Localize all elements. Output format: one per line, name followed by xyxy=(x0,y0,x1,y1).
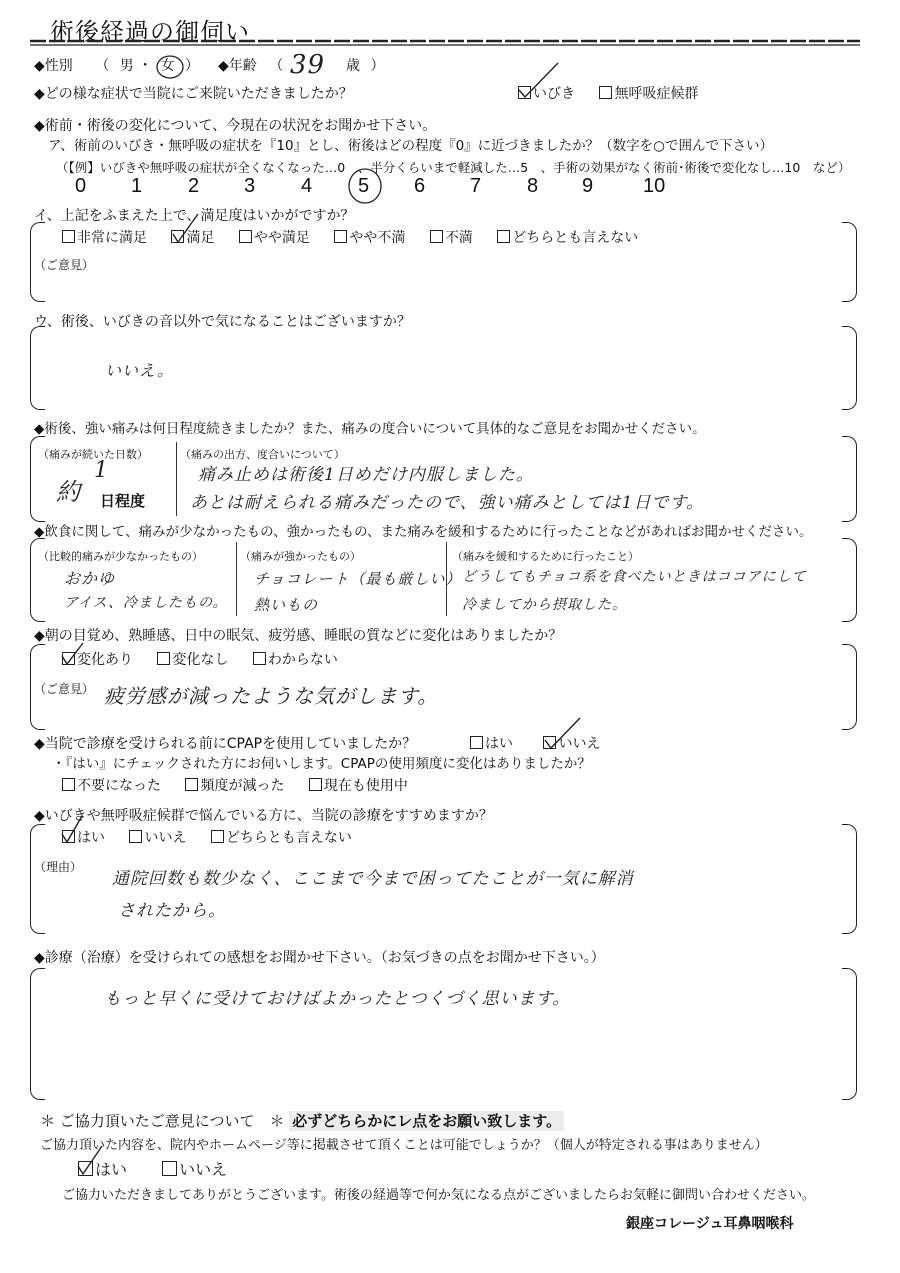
cpap-less-frequent-checkbox[interactable]: 頻度が減った xyxy=(185,778,284,794)
food-title: ◆飲食に関して、痛みが少なかったもの、強かったもの、また痛みを緩和するために行ったことなどがあればお聞かせください。 xyxy=(34,524,813,540)
pain-days-label: （痛みが続いた日数） xyxy=(38,448,148,461)
footer-question: ご協力頂いた内容を、院内やホームページ等に掲載させて頂くことは可能でしょうか？（個人が特定される事はありません） xyxy=(40,1138,768,1153)
food-col3-line1[interactable]: どうしてもチョコ系を食べたいときはココアにして xyxy=(462,569,807,585)
publish-no-checkbox[interactable]: いいえ xyxy=(162,1160,227,1179)
food-col2-label: （痛みが強かったもの） xyxy=(240,550,361,563)
pain-box-right xyxy=(842,436,857,522)
other-box-left xyxy=(30,326,45,410)
impression-title: ◆診療（治療）を受けられての感想をお聞かせ下さい。（お気づきの点をお聞かせ下さい。） xyxy=(34,950,605,966)
cpap-title: ◆当院で診療を受けられる前にCPAPを使用していましたか？ xyxy=(34,736,417,752)
symptom-question: ◆どの様な症状で当院にご来院いただきましたか？ xyxy=(34,86,353,102)
pain-days-prefix: 約 xyxy=(56,478,81,506)
food-col3-label: （痛みを緩和するために行ったこと） xyxy=(452,550,639,563)
impression-answer[interactable]: もっと早くに受けておけばよかったとつくづく思います。 xyxy=(104,989,571,1009)
page-title: 術後経過の御伺い xyxy=(50,18,250,46)
other-box-right xyxy=(842,326,857,410)
cpap-sub-question: ・『はい』にチェックされた方にお伺いします。CPAPの使用頻度に変化はありましたか？ xyxy=(52,756,591,772)
pain-degree-label: （痛みの出方、度合いについて） xyxy=(180,448,345,461)
sleep-unchanged-checkbox[interactable]: 変化なし xyxy=(157,652,228,668)
footer-thanks: ご協力いただきましてありがとうございます。術後の経過等で何か気になる点がございましたらお気軽に御問い合わせください。 xyxy=(62,1188,815,1203)
sleep-options xyxy=(62,652,338,669)
recommend-reason-label: （理由） xyxy=(34,860,83,874)
scale-0[interactable]: 0 xyxy=(75,175,87,197)
scale-6[interactable]: 6 xyxy=(414,175,426,197)
age-value[interactable]: 39 xyxy=(290,50,326,80)
cpap-not-needed-checkbox[interactable]: 不要になった xyxy=(62,778,161,794)
recommend-reason-1[interactable]: 通院回数も数少なく、ここまで今まで困ってたことが一気に解消 xyxy=(112,869,634,889)
symptom-snore-checkbox[interactable]: いびき xyxy=(518,86,575,102)
satisfaction-neutral[interactable]: どちらとも言えない xyxy=(497,230,638,246)
food-col3-line2[interactable]: 冷ましてから摂取した。 xyxy=(462,597,627,613)
satisfaction-very-satisfied[interactable]: 非常に満足 xyxy=(62,230,147,246)
food-divider-1 xyxy=(236,542,237,616)
symptom-options xyxy=(518,86,698,103)
symptom-apnea-checkbox[interactable]: 無呼吸症候群 xyxy=(599,86,698,102)
change-question: ア、術前のいびき・無呼吸の症状を『10』とし、術後はどの程度『0』に近づきましたか？（数字を○で囲んで下さい） xyxy=(48,138,773,154)
sleep-box-right xyxy=(842,644,857,730)
scale-2[interactable]: 2 xyxy=(188,175,200,197)
scale-10[interactable]: 10 xyxy=(643,175,666,197)
change-section-title: ◆術前・術後の変化について、今現在の状況をお聞かせ下さい。 xyxy=(34,118,437,134)
satisfaction-somewhat-satisfied[interactable]: やや満足 xyxy=(239,230,310,246)
satisfaction-opinion-label: （ご意見） xyxy=(34,258,95,272)
sex-row: ◆性別 （ 男 ・ 女 ） xyxy=(34,58,200,74)
change-example: （【例】いびきや無呼吸の症状が全くなくなった…0 、半分くらいまで軽減した…5 、手術の効果がなく術前･術後で変化なし…10 など） xyxy=(56,160,851,175)
scale-9[interactable]: 9 xyxy=(582,175,594,197)
pain-column-divider xyxy=(176,442,177,516)
pain-days-unit: 日程度 xyxy=(100,492,146,510)
cpap-sub-options xyxy=(62,778,408,795)
satisfaction-title: イ、上記をふまえた上で、満足度はいかがですか？ xyxy=(34,208,355,224)
cpap-still-using-checkbox[interactable]: 現在も使用中 xyxy=(309,778,408,794)
scale-7[interactable]: 7 xyxy=(470,175,482,197)
satisfaction-options xyxy=(62,230,638,247)
food-col2-line2[interactable]: 熱いもの xyxy=(254,596,319,614)
food-col2-line1[interactable]: チョコレート（最も厳しい） xyxy=(254,570,462,588)
cpap-no-checkbox[interactable]: いいえ xyxy=(543,736,600,752)
sleep-opinion-label: （ご意見） xyxy=(34,682,95,696)
age-unit: 歳 xyxy=(346,58,360,74)
scale-5[interactable]: 5 xyxy=(358,175,370,197)
scale-3[interactable]: 3 xyxy=(244,175,256,197)
food-col1-line1[interactable]: おかゆ xyxy=(64,569,116,588)
title-rule xyxy=(0,36,900,50)
age-row: ◆年齢 （ xyxy=(218,58,284,74)
recommend-reason-2[interactable]: されたから。 xyxy=(118,901,226,921)
food-col1-line2[interactable]: アイス、冷ましたもの。 xyxy=(64,595,228,611)
food-col1-label: （比較的痛みが少なかったもの） xyxy=(38,550,203,563)
sex-label: ◆性別 xyxy=(34,58,73,74)
pain-title: ◆術後、強い痛みは何日程度続きましたか？また、痛みの度合いについて具体的なご意見をお聞かせください。 xyxy=(34,421,706,437)
sleep-unknown-checkbox[interactable]: わからない xyxy=(253,652,338,668)
sex-option-female[interactable]: 女 xyxy=(160,58,175,74)
recommend-box-right xyxy=(842,824,857,934)
publish-yes-checkbox[interactable]: はい xyxy=(78,1160,127,1179)
recommend-neutral-checkbox[interactable]: どちらとも言えない xyxy=(211,830,352,846)
sleep-title: ◆朝の目覚め、熟睡感、日中の眠気、疲労感、睡眠の質などに変化はありましたか？ xyxy=(34,628,563,644)
footer-options xyxy=(78,1160,227,1179)
age-label: ◆年齢 xyxy=(218,58,257,74)
footer-note-emphasis: 必ずどちらかにレ点をお願い致します。 xyxy=(289,1111,564,1131)
other-concerns-answer[interactable]: いいえ。 xyxy=(105,361,174,380)
scale-4[interactable]: 4 xyxy=(301,175,313,197)
scale-8[interactable]: 8 xyxy=(527,175,539,197)
cpap-options xyxy=(470,736,600,753)
sex-option-male[interactable]: 男 xyxy=(119,58,134,74)
impression-box-left xyxy=(30,968,45,1100)
other-concerns-title: ウ、術後、いびきの音以外で気になることはございますか？ xyxy=(34,314,411,330)
impression-box-right xyxy=(842,968,857,1100)
sleep-answer[interactable]: 疲労感が減ったような気がします。 xyxy=(104,684,439,708)
clinic-name: 銀座コレージュ耳鼻咽喉科 xyxy=(626,1216,794,1232)
recommend-box-left xyxy=(30,824,45,934)
recommend-title: ◆いびきや無呼吸症候群で悩んでいる方に、当院の診療をすすめますか？ xyxy=(34,808,493,824)
cpap-yes-checkbox[interactable]: はい xyxy=(470,736,513,752)
pain-comment-1[interactable]: 痛み止めは術後1日めだけ内服しました。 xyxy=(198,465,534,485)
recommend-yes-checkbox[interactable]: はい xyxy=(62,830,105,846)
food-box-right xyxy=(842,538,857,622)
pain-days-value[interactable]: 1 xyxy=(94,458,109,483)
sleep-changed-checkbox[interactable]: 変化あり xyxy=(62,652,133,668)
footer-note: ＊ ご協力頂いたご意見について ＊ 必ずどちらかにレ点をお願い致します。 xyxy=(40,1112,564,1130)
pain-comment-2[interactable]: あとは耐えられる痛みだったので、強い痛みとしては1日です。 xyxy=(190,493,705,513)
recommend-options xyxy=(62,830,352,847)
recommend-no-checkbox[interactable]: いいえ xyxy=(129,830,186,846)
satisfaction-somewhat-dissatisfied[interactable]: やや不満 xyxy=(334,230,405,246)
scale-1[interactable]: 1 xyxy=(131,175,143,197)
satisfaction-satisfied[interactable]: 満足 xyxy=(171,230,214,246)
satisfaction-box-right xyxy=(842,222,857,302)
satisfaction-dissatisfied[interactable]: 不満 xyxy=(430,230,473,246)
